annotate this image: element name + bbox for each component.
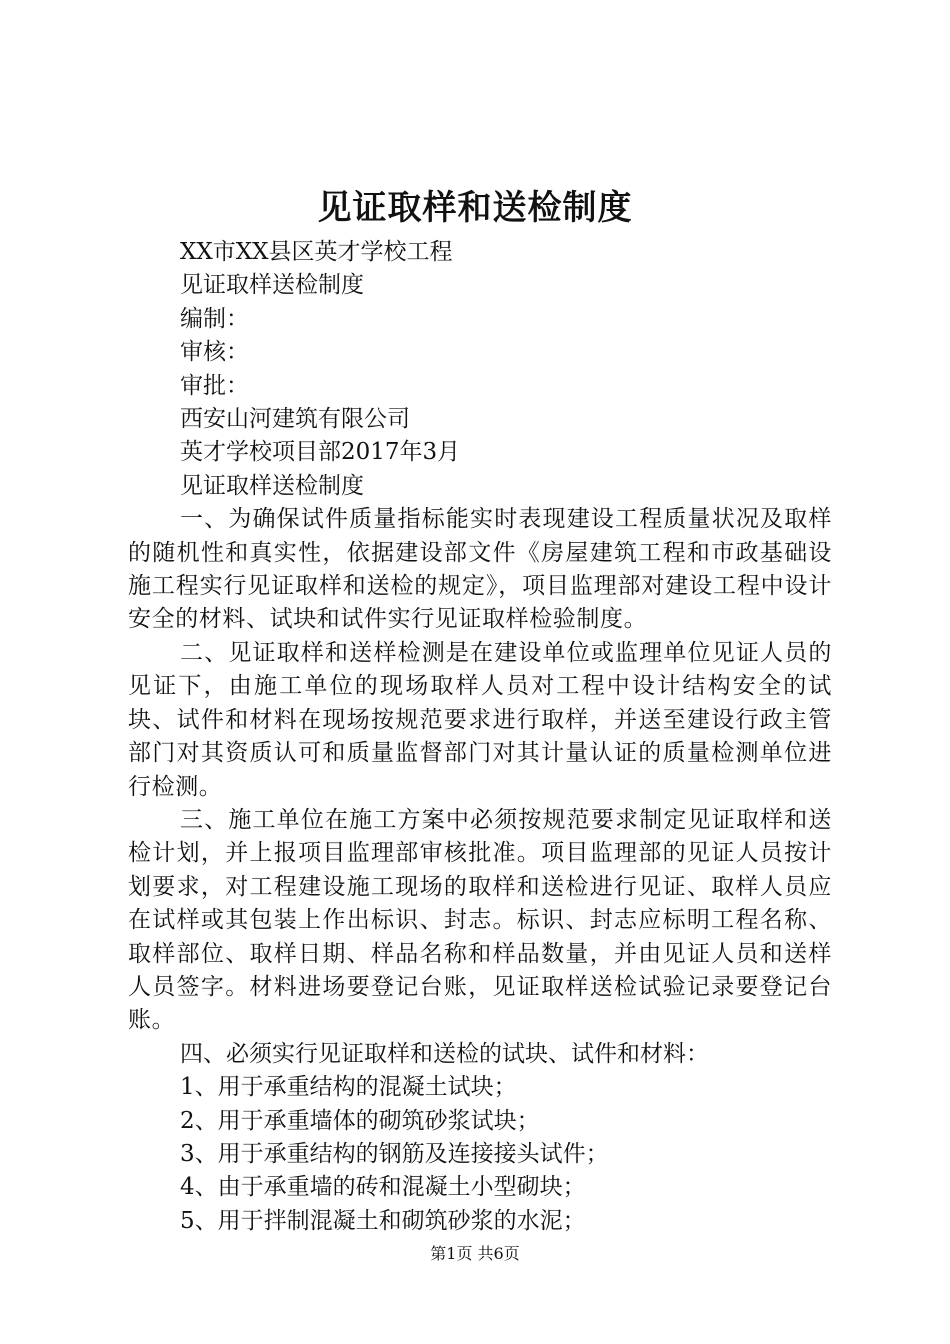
page-title: 见证取样和送检制度 (317, 188, 633, 228)
list-item: 3、用于承重结构的钢筋及连接接头试件； (180, 1140, 609, 1167)
header-line-compiled-by: 编制： (180, 305, 249, 332)
section-heading: 见证取样送检制度 (180, 472, 364, 499)
document-body (128, 236, 832, 1238)
paragraph-2: 二、见证取样和送样检测是在建设单位或监理单位见证人员的见证下，由施工单位的现场取样人员对工程中设计结构安全的试块、试件和材料在现场按规范要求进行取样，并送至建设行政主管部门对其资质认可和质量监督部门对其计量认证的质量检测单位进行检测。 (128, 639, 832, 800)
list-item: 1、用于承重结构的混凝土试块； (180, 1074, 517, 1101)
header-line-company: 西安山河建筑有限公司 (180, 406, 410, 433)
paragraph-3: 三、施工单位在施工方案中必须按规范要求制定见证取样和送检计划，并上报项目监理部审核批准。项目监理部的见证人员按计划要求，对工程建设施工现场的取样和送检进行见证、取样人员应在试样或其包装上作出标识、封志。标识、封志应标明工程名称、取样部位、取样日期、样品名称和样品数量，并由见证人员和送样人员签字。材料进场要登记台账，见证取样送检试验记录要登记台账。 (128, 806, 832, 1034)
header-line-reviewed-by: 审核： (180, 339, 249, 366)
header-line-department-date: 英才学校项目部2017年3月 (180, 439, 461, 466)
list-item: 2、用于承重墙体的砌筑砂浆试块； (180, 1107, 540, 1134)
paragraph-1: 一、为确保试件质量指标能实时表现建设工程质量状况及取样的随机性和真实性，依据建设部文件《房屋建筑工程和市政基础设施工程实行见证取样和送检的规定》，项目监理部对建设工程中设计安全的材料、试块和试件实行见证取样检验制度。 (128, 506, 832, 633)
header-line-project: XX市XX县区英才学校工程 (180, 239, 453, 265)
header-line-approved-by: 审批： (180, 372, 249, 399)
list-item: 5、用于拌制混凝土和砌筑砂浆的水泥； (180, 1207, 586, 1234)
page-footer: 第1页 共6页 (430, 1244, 520, 1263)
list-heading: 四、必须实行见证取样和送检的试块、试件和材料： (180, 1040, 709, 1067)
list-item: 4、由于承重墙的砖和混凝土小型砌块； (180, 1174, 586, 1201)
header-line-doc-name: 见证取样送检制度 (180, 272, 364, 299)
